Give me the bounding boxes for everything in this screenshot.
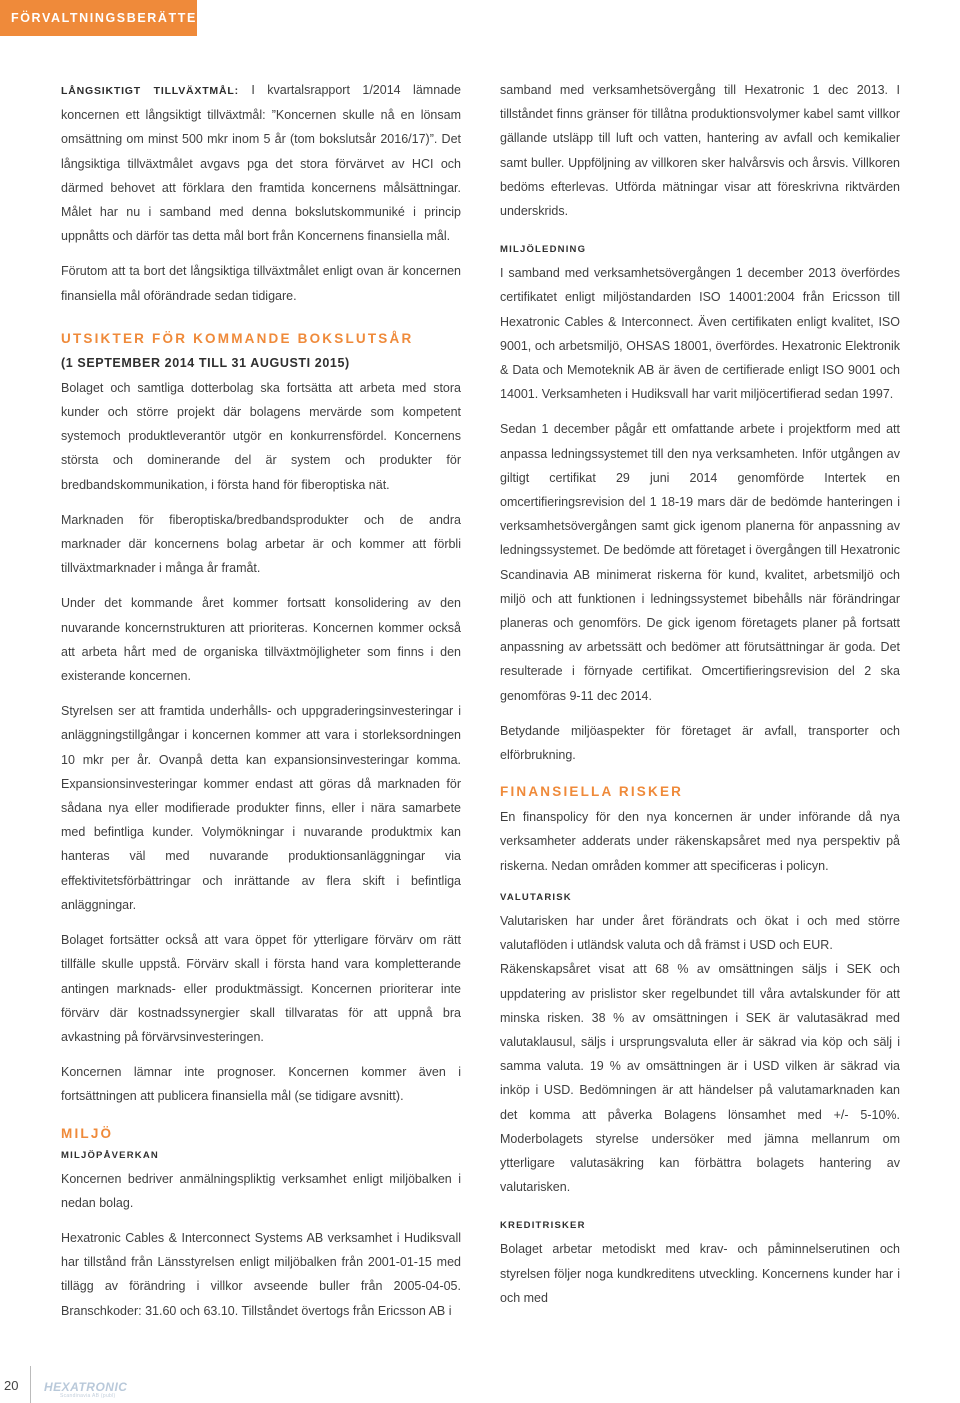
paragraph: Styrelsen ser att framtida underhålls- och uppgraderingsinvesteringar i anläggningstillgångar i koncernen kommer att vara i storleksordningen 10 mkr per år. Ovanpå detta kan expansionsinvesteringar komma. Expansionsinvesteringar kommer endast att göras då marknaden för sådana nya eller modifierade produkter finns, eller i nära samarbete med befintliga kunder. Volymökningar i nuvarande produktmix kan hanteras väl med nuvarande produktionsanläggningar via effektivitetsförbättringar och inrättande av flera skift i befintliga anläggningar. bbox=[61, 704, 461, 912]
paragraph: Sedan 1 december pågår ett omfattande arbete i projektform med att anpassa ledningssystemet till den nya verksamheten. Inför utgången av giltigt certifikat 29 juni 2014 genomförde Intertek en omcertifieringsrevision del 1 18-19 mars där de bedömde hanteringen i verksamhetsövergången samt gick igenom planerna för anpassning av ledningssystemet. De bedömde att företaget i övergången till Hexatronic Scandinavia AB minimerat riskerna för kund, kvalitet, arbetsmiljö och miljö och att funktionen i ledningssystemet bibehålls när förändringar planeras och genomförs. De gick igenom företagets planer på fortsatt anpassning av arbetssätt och bedömer att förutsättningar är goda. Det resulterade i förnyade certifikat. Omcertifieringsrevision del 2 ska genomföras 9-11 dec 2014. bbox=[500, 422, 900, 703]
heading-financial-risks: FINANSIELLA RISKER bbox=[500, 784, 684, 800]
footer-divider bbox=[30, 1366, 31, 1403]
heading-currency-risk: VALUTARISK bbox=[500, 891, 572, 903]
paragraph: En finanspolicy för den nya koncernen är under införande då nya verksamheter adderats under räkenskapsåret med nya perspektiv på riskerna. Nedan områden kommer att specificeras i policyn. bbox=[500, 810, 900, 873]
paragraph: Bolaget och samtliga dotterbolag ska fortsätta att arbeta med stora kunder och större projekt där bolagens mervärde som kompetent systemoch produktleverantör utgör en konkurrensfördel. Koncernens största och dominerande del är system och produkter för bredbandskommunikation, i första hand för fiberoptiska nät. bbox=[61, 380, 461, 492]
heading-environment: MILJÖ bbox=[61, 1125, 114, 1141]
paragraph: Koncernen lämnar inte prognoser. Koncernen kommer även i fortsättningen att publicera finansiella mål (se tidigare avsnitt). bbox=[61, 1065, 461, 1104]
paragraph: Bolaget fortsätter också att vara öppet för ytterligare förvärv om rätt tillfälle skulle uppstå. Förvärv skall i första hand vara kompletterande antingen marknads- eller produktmässigt. Koncernen prioriterar inte förvärv där kostnadssynergier skall tillvaratas för att uppnå bra avkastning på förvärvsinvesteringen. bbox=[61, 933, 461, 1044]
paragraph: Marknaden för fiberoptiska/bredbandsprodukter och de andra marknader där koncernens bolag arbetar är och kommer att förbli tillväxtmarknader i många år framåt. bbox=[61, 512, 461, 576]
paragraph: Koncernen bedriver anmälningspliktig verksamhet enligt miljöbalken i nedan bolag. bbox=[61, 1171, 461, 1210]
logo-subtitle: Scandinavia AB (publ) bbox=[60, 1393, 116, 1399]
hexatronic-logo: HEXATRONIC bbox=[44, 1380, 128, 1394]
heading-credit-risks: KREDITRISKER bbox=[500, 1220, 586, 1232]
page-number: 20 bbox=[4, 1378, 19, 1393]
paragraph: Betydande miljöaspekter för företaget är avfall, transporter och elförbrukning. bbox=[500, 723, 900, 763]
right-column bbox=[500, 78, 900, 1321]
left-column bbox=[61, 78, 461, 1334]
paragraph bbox=[61, 78, 461, 248]
paragraph: Bolaget arbetar metodiskt med krav- och påminnelserutinen och styrelsen följer noga kundkreditens utveckling. Koncernens kunder har i och med bbox=[500, 1242, 900, 1305]
heading-outlook: UTSIKTER FÖR KOMMANDE BOKSLUTSÅR bbox=[61, 330, 414, 346]
paragraph: Räkenskapsåret visat att 68 % av omsättningen säljs i SEK och uppdatering av prislistor sker regelbundet till våra avtalskunder för att minska risken. 38 % av omsättningen i SEK är valutasäkrad med valutaklausul, säljs i ursprungsvaluta eller är säkrad via köp och sälj i samma valuta. 19 % av omsättningen är i USD vilken är säkrad via inköp i USD. Bedömningen är att händelser på valutamarknaden kan det komma att påverka Bolagens lönsamhet med +/- 5-10%. Moderbolagets styrelse undersöker med jämna mellanrum om ytterligare valutasäkring kan förbättra bolagets hantering av valutarisken. bbox=[500, 962, 900, 1195]
subheading-outlook-period: (1 SEPTEMBER 2014 TILL 31 AUGUSTI 2015) bbox=[61, 355, 350, 370]
paragraph: I samband med verksamhetsövergången 1 december 2013 överfördes certifikatet enligt miljöstandarden ISO 14001:2004 från Ericsson till Hexatronic Cables & Interconnect. Även certifikaten enligt kvalitet, ISO 9001, och arbetsmiljö, OHSAS 18001, överfördes. Hexatronic Elektronik & Data och Memoteknik AB är även de certifierade enligt ISO 9001 och 14001. Verksamheten i Hudiksvall har varit miljöcertifierad sedan 1997. bbox=[500, 266, 900, 402]
paragraph: Förutom att ta bort det långsiktiga tillväxtmålet enligt ovan är koncernen finansiella mål oförändrade sedan tidigare. bbox=[61, 264, 461, 303]
lead-label: LÅNGSIKTIGT TILLVÄXTMÅL: bbox=[61, 85, 239, 97]
subheading-environmental-impact: MILJÖPÅVERKAN bbox=[61, 1149, 159, 1161]
paragraph-text: I kvartalsrapport 1/2014 lämnade koncernen ett långsiktigt tillväxtmål: ”Koncernen skulle nå en lönsam omsättning om minst 500 mkr inom 5 år (tom bokslutsår 2016/17)”. Det långsiktiga tillväxtmålet avgavs pga det stora förvärvet av HCI och därmed behovet att förklara den framtida koncernens målsättningar. Målet har nu i samband med denna bokslutskommuniké i princip uppnåtts och därför tas detta mål bort från Koncernens finansiella mål. bbox=[61, 83, 462, 244]
heading-environmental-management: MILJÖLEDNING bbox=[500, 244, 587, 256]
paragraph: Hexatronic Cables & Interconnect Systems AB verksamhet i Hudiksvall har tillstånd från Länsstyrelsen enligt miljöbalken från 2001-01-15 med tillägg av förändring i villkor avseende buller från 2005-04-05. Branschkoder: 31.60 och 63.10. Tillståndet övertogs från Ericsson AB i bbox=[61, 1230, 461, 1318]
section-header-tab: FÖRVALTNINGSBERÄTTELSE bbox=[0, 0, 197, 36]
paragraph: Valutarisken har under året förändrats och ökat i och med större valutaflöden i utländsk valuta och då främst i USD och EUR. bbox=[500, 913, 900, 953]
paragraph: Under det kommande året kommer fortsatt konsolidering av den nuvarande koncernstrukturen att prioriteras. Koncernen kommer också att arbeta hårt med de organiska tillväxtmöjligheter som finns i den existerande koncernen. bbox=[61, 596, 461, 684]
paragraph: samband med verksamhetsövergång till Hexatronic 1 dec 2013. I tillståndet finns gränser för tillåtna produktionsvolymer kabel samt villkor gällande utsläpp till luft och vatten, hantering av avfall och kemikalier samt buller. Uppföljning av villkoren sker halvårsvis och årsvis. Villkoren bedöms efterlevas. Utförda mätningar visar att föreskrivna riktvärden underskrids. bbox=[500, 83, 900, 219]
